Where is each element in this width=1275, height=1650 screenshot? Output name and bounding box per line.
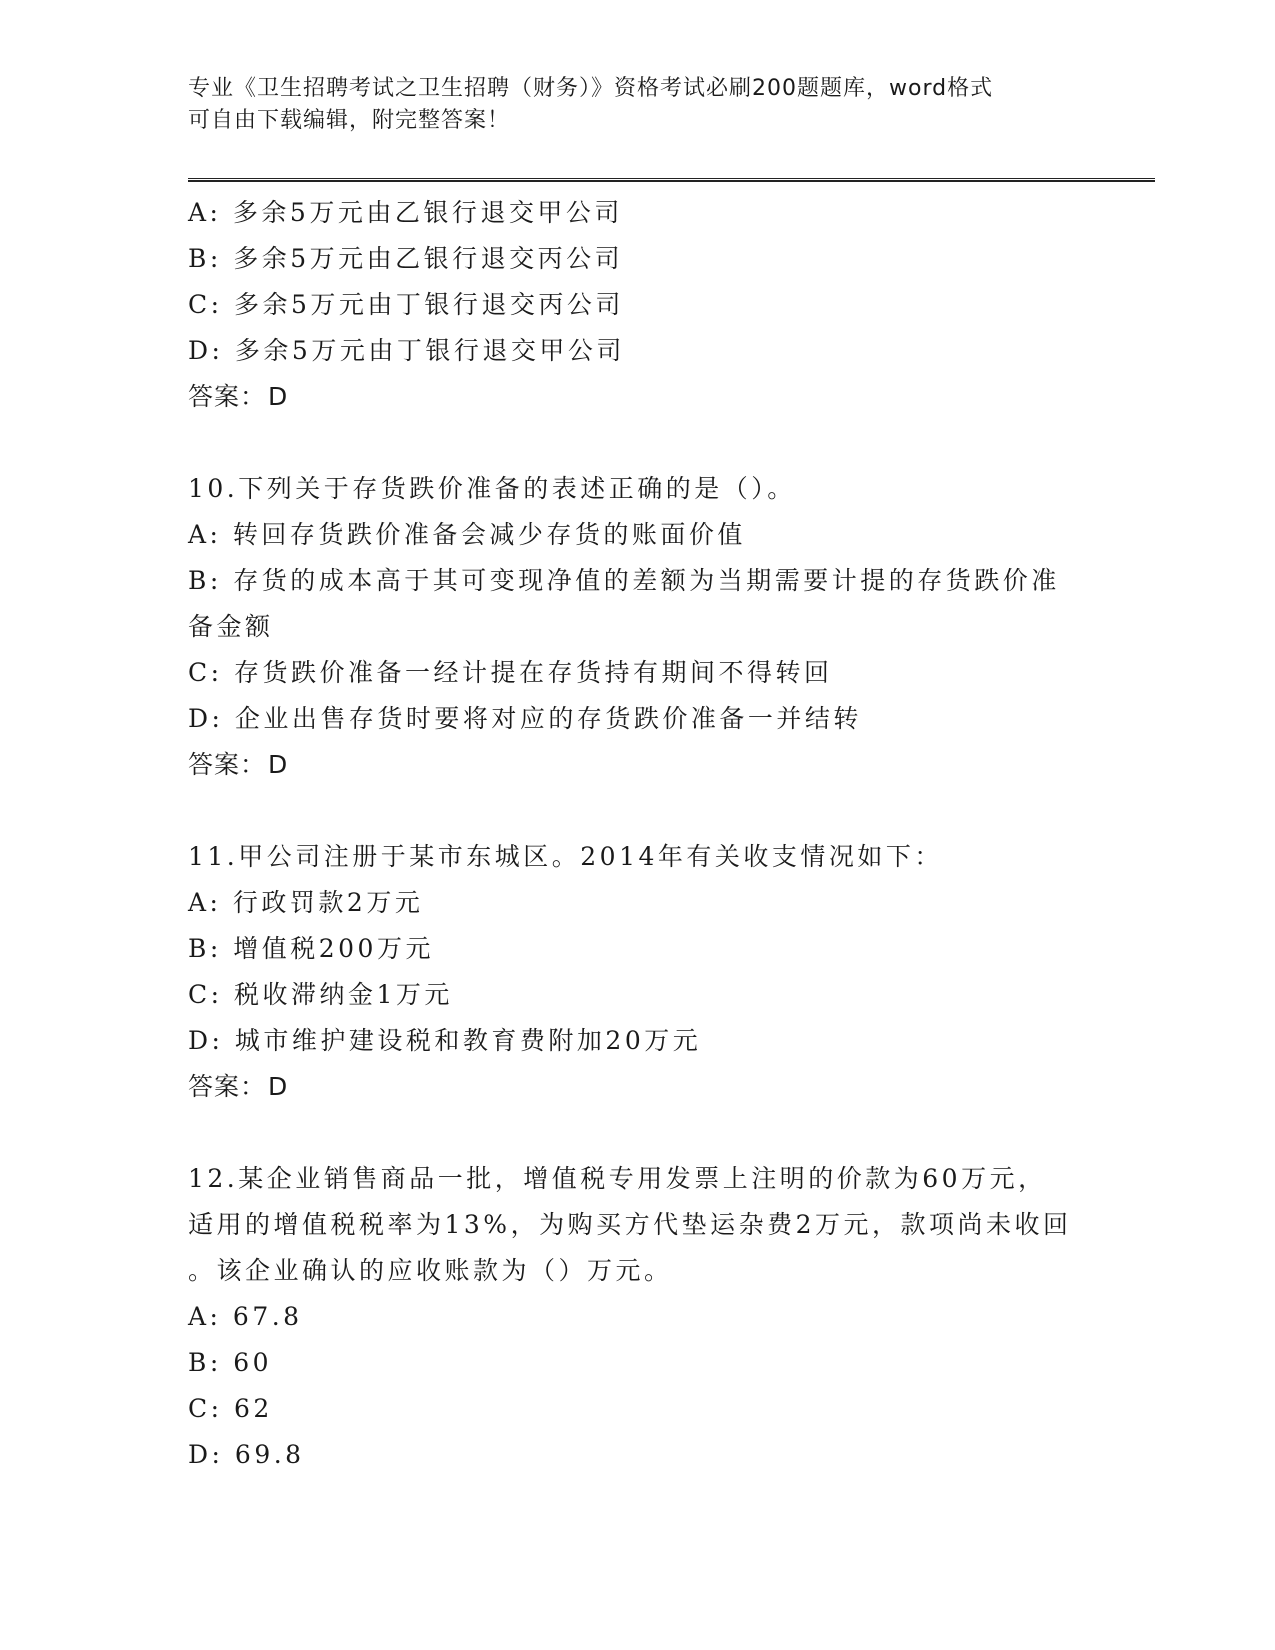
- option-b: B: 存货的成本高于其可变现净值的差额为当期需要计提的存货跌价准: [188, 566, 1060, 595]
- question-list: [188, 190, 1088, 1478]
- option-d: D: 69.8: [188, 1440, 305, 1469]
- option-d: D: 多余5万元由丁银行退交甲公司: [188, 336, 625, 365]
- document-header: [188, 73, 1088, 137]
- question-12: [188, 1156, 1088, 1478]
- option-b: B: 60: [188, 1348, 273, 1377]
- option-d: D: 企业出售存货时要将对应的存货跌价准备一并结转: [188, 704, 862, 733]
- header-line-2: 可自由下载编辑，附完整答案！: [188, 108, 511, 133]
- question-text: 11.甲公司注册于某市东城区。2014年有关收支情况如下：: [188, 842, 943, 871]
- question-10: [188, 466, 1088, 788]
- option-a: A: 行政罚款2万元: [188, 888, 424, 917]
- header-line-1: 专业《卫生招聘考试之卫生招聘（财务）》资格考试必刷200题题库，word格式: [188, 76, 994, 101]
- option-a: A: 转回存货跌价准备会减少存货的账面价值: [188, 520, 746, 549]
- option-a: A: 多余5万元由乙银行退交甲公司: [188, 198, 623, 227]
- answer-value: D: [268, 382, 289, 411]
- question-text: 10.下列关于存货跌价准备的表述正确的是（）。: [188, 474, 796, 503]
- answer-line: [188, 374, 1088, 420]
- answer-label: 答案：: [188, 382, 267, 411]
- option-c: C: 62: [188, 1394, 273, 1423]
- option-c: C: 多余5万元由丁银行退交丙公司: [188, 290, 624, 319]
- answer-line: [188, 742, 1088, 788]
- answer-value: D: [268, 750, 289, 779]
- option-b-continued: 备金额: [188, 612, 274, 641]
- question-text-line-2: 适用的增值税税率为13%，为购买方代垫运杂费2万元，款项尚未收回: [188, 1210, 1072, 1239]
- header-divider: [188, 178, 1155, 182]
- option-d: D: 城市维护建设税和教育费附加20万元: [188, 1026, 702, 1055]
- answer-label: 答案：: [188, 1072, 267, 1101]
- option-c: C: 存货跌价准备一经计提在存货持有期间不得转回: [188, 658, 833, 687]
- option-b: B: 增值税200万元: [188, 934, 434, 963]
- question-text-line-3: 。该企业确认的应收账款为（）万元。: [188, 1256, 673, 1285]
- answer-label: 答案：: [188, 750, 267, 779]
- option-a: A: 67.8: [188, 1302, 303, 1331]
- answer-line: [188, 1064, 1088, 1110]
- option-b: B: 多余5万元由乙银行退交丙公司: [188, 244, 624, 273]
- question-text-line-1: 12.某企业销售商品一批，增值税专用发票上注明的价款为60万元，: [188, 1164, 1047, 1193]
- option-c: C: 税收滞纳金1万元: [188, 980, 453, 1009]
- question-11: [188, 834, 1088, 1110]
- answer-value: D: [268, 1072, 289, 1101]
- question-9: [188, 190, 1088, 420]
